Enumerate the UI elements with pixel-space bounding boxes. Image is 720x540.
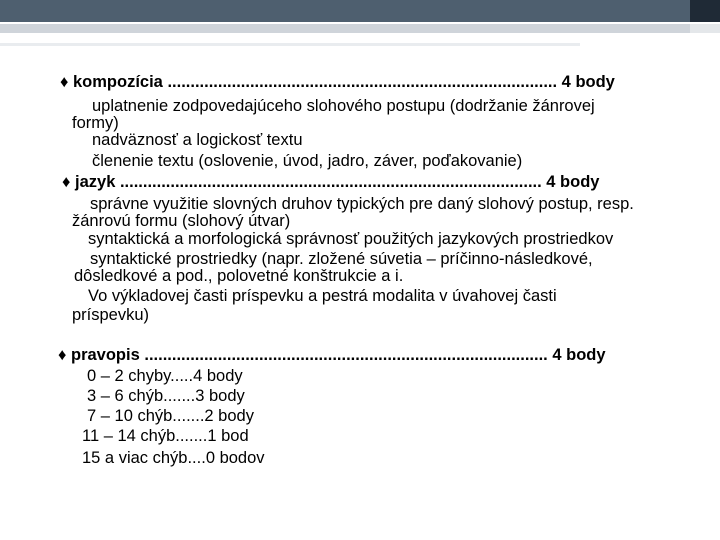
jazyk-line: príspevku) <box>72 306 150 324</box>
header-band <box>0 0 690 22</box>
jazyk-line: správne využitie slovných druhov typických pre daný slohový postup, resp. <box>90 195 634 213</box>
jazyk-line: syntaktická a morfologická správnosť použitých jazykových prostriedkov <box>88 230 614 248</box>
jazyk-line: dôsledkové a pod., polovetné konštrukcie a i. <box>74 267 404 285</box>
kompozicia-line: formy) <box>72 114 119 132</box>
pravopis-line: 11 – 14 chýb.......1 bod <box>82 427 249 445</box>
kompozicia-line: uplatnenie zodpovedajúceho slohového postupu (dodržanie žánrovej <box>92 97 595 115</box>
header-rule-left <box>0 24 690 33</box>
kompozicia-line: nadväznosť a logickosť textu <box>92 131 303 149</box>
header-bar <box>0 0 720 22</box>
jazyk-line: syntaktické prostriedky (napr. zložené súvetia – príčinno-následkové, <box>90 250 593 268</box>
kompozicia-heading: ♦ kompozícia ..................................................................................... 4 body <box>60 73 615 91</box>
jazyk-line: Vo výkladovej časti príspevku a pestrá modalita v úvahovej časti <box>88 287 557 305</box>
jazyk-heading: ♦ jazyk ............................................................................................ 4 body <box>62 173 600 191</box>
header-rule <box>0 24 720 33</box>
pravopis-line: 3 – 6 chýb.......3 body <box>87 387 245 405</box>
header-underline <box>0 43 580 46</box>
pravopis-line: 15 a viac chýb....0 bodov <box>82 449 265 467</box>
pravopis-line: 0 – 2 chyby.....4 body <box>87 367 243 385</box>
header-corner-block <box>690 0 720 22</box>
pravopis-line: 7 – 10 chýb.......2 body <box>87 407 254 425</box>
jazyk-line: žánrovú formu (slohový útvar) <box>72 212 291 230</box>
kompozicia-line: členenie textu (oslovenie, úvod, jadro, záver, poďakovanie) <box>92 152 523 170</box>
pravopis-heading: ♦ pravopis ........................................................................................ 4 body <box>58 346 606 364</box>
